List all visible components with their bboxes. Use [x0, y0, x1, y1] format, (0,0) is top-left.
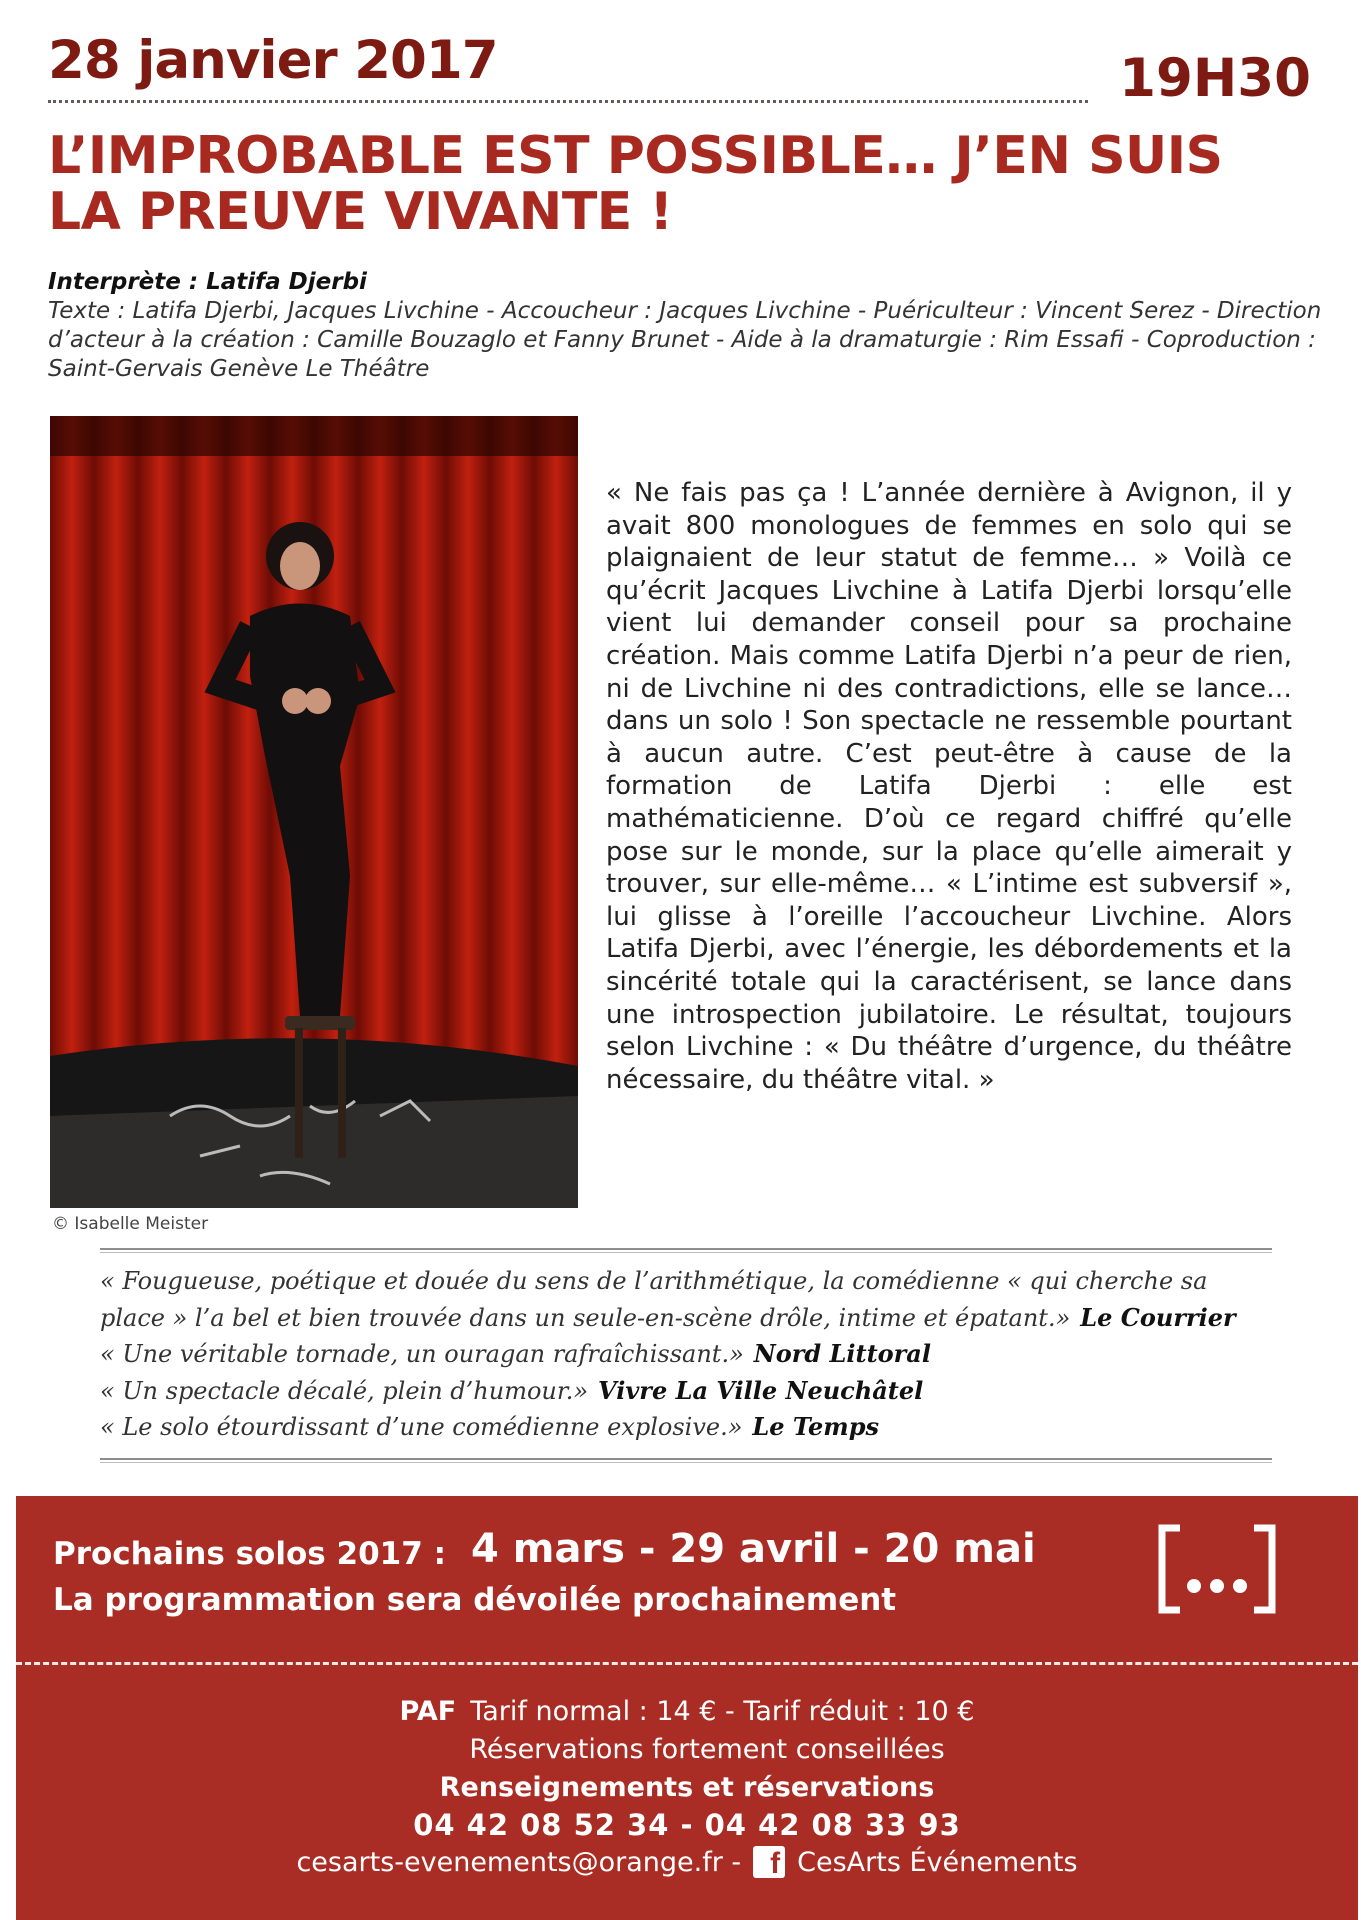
credits-block: [48, 268, 1323, 384]
quote-source: Nord Littoral: [753, 1339, 931, 1368]
quote-source: Vivre La Ville Neuchâtel: [598, 1375, 924, 1405]
email-link[interactable]: cesarts-evenements@orange.fr -: [296, 1846, 742, 1878]
price-values: Tarif normal : 14 € - Tarif réduit : 10 €: [470, 1696, 975, 1727]
reservation-note: Réservations fortement conseillées: [469, 1734, 945, 1765]
bracket-ellipsis-icon: [1156, 1524, 1278, 1614]
facebook-link[interactable]: CesArts Événements: [797, 1846, 1078, 1878]
next-solos-dates: 4 mars - 29 avril - 20 mai: [471, 1526, 1036, 1572]
performer-credit: Interprète : Latifa Djerbi: [48, 269, 367, 295]
phone-numbers[interactable]: 04 42 08 52 34 - 04 42 08 33 93: [413, 1808, 961, 1842]
event-time: 19H30: [1119, 48, 1311, 109]
next-solos-label: Prochains solos 2017 :: [53, 1536, 446, 1572]
quote-source: Le Temps: [752, 1412, 879, 1441]
show-title-line1: L’IMPROBABLE EST POSSIBLE… J’EN SUIS: [48, 126, 1223, 186]
facebook-icon[interactable]: f: [753, 1846, 785, 1878]
quote-text: « Fougueuse, poétique et douée du sens de l’arithmétique, la comédienne « qui cherche sa place » l’a bel et bien trouvée dans un seule-en-scène drôle, intime et épatant.»: [100, 1267, 1208, 1332]
stage-photo-icon: [50, 416, 578, 1208]
info-band: [16, 1496, 1358, 1920]
quote-text: « Un spectacle décalé, plein d’humour.»: [100, 1376, 589, 1405]
press-quotes: [100, 1264, 1280, 1446]
show-title: [48, 128, 1318, 240]
paf-label: PAF: [399, 1696, 457, 1727]
photo-credit: © Isabelle Meister: [52, 1214, 209, 1234]
quote-text: « Le solo étourdissant d’une comédienne explosive.»: [100, 1413, 743, 1441]
press-quote: [100, 1373, 1280, 1410]
show-title-line2: LA PREUVE VIVANTE !: [48, 182, 673, 242]
quote-source: Le Courrier: [1080, 1302, 1236, 1332]
show-description: « Ne fais pas ça ! L’année dernière à Avignon, il y avait 800 monologues de femmes en solo qui se plaignaient de leur statut de femme… » Voilà ce qu’écrit Jacques Livchine à Latifa Djerbi lorsqu’elle vient lui demander conseil pour sa prochaine création. Mais comme Latifa Djerbi n’a peur de rien, ni de Livchine ni des contradictions, elle se lance… dans un solo ! Son spectacle ne ressemble pourtant à aucun autre. C’est peut-être à cause de la formation de Latifa Djerbi : elle est mathématicienne. D’où ce regard chiffré qu’elle pose sur le monde, sur la place qu’elle aimerait y trouver, sur elle-même… « L’intime est subversif », lui glisse à l’oreille l’accoucheur Livchine. Alors Latifa Djerbi, avec l’énergie, les débordements et la sincérité totale qui la caractérisent, se lance dans une introspection jubilatoire. Le résultat, toujours selon Livchine : « Du théâtre d’urgence, du théâtre nécessaire, du théâtre vital. »: [606, 478, 1292, 1095]
event-date: 28 janvier 2017: [48, 30, 498, 91]
program-note: La programmation sera dévoilée prochainement: [53, 1582, 897, 1618]
info-label: Renseignements et réservations: [439, 1772, 935, 1803]
stage-photo: [50, 416, 578, 1208]
dashed-divider: [16, 1662, 1358, 1665]
press-quote: [100, 1336, 1280, 1373]
quotes-top-rule: [100, 1248, 1272, 1253]
crew-credits: Texte : Latifa Djerbi, Jacques Livchine - Accoucheur : Jacques Livchine - Puériculteur : Vincent Serez - Direction d’acteur à la création : Camille Bouzaglo et Fanny Brunet - Aide à la dramaturgie : Rim Essafi - Coproduction : Saint-Gervais Genève Le Théâtre: [48, 298, 1322, 382]
price-line: [16, 1694, 1358, 1730]
quotes-bottom-rule: [100, 1458, 1272, 1463]
quote-text: « Une véritable tornade, un ouragan rafraîchissant.»: [100, 1340, 744, 1368]
contact-line: [16, 1846, 1358, 1878]
dotted-divider: [48, 100, 1088, 103]
press-quote: [100, 1264, 1280, 1336]
press-quote: [100, 1409, 1280, 1446]
